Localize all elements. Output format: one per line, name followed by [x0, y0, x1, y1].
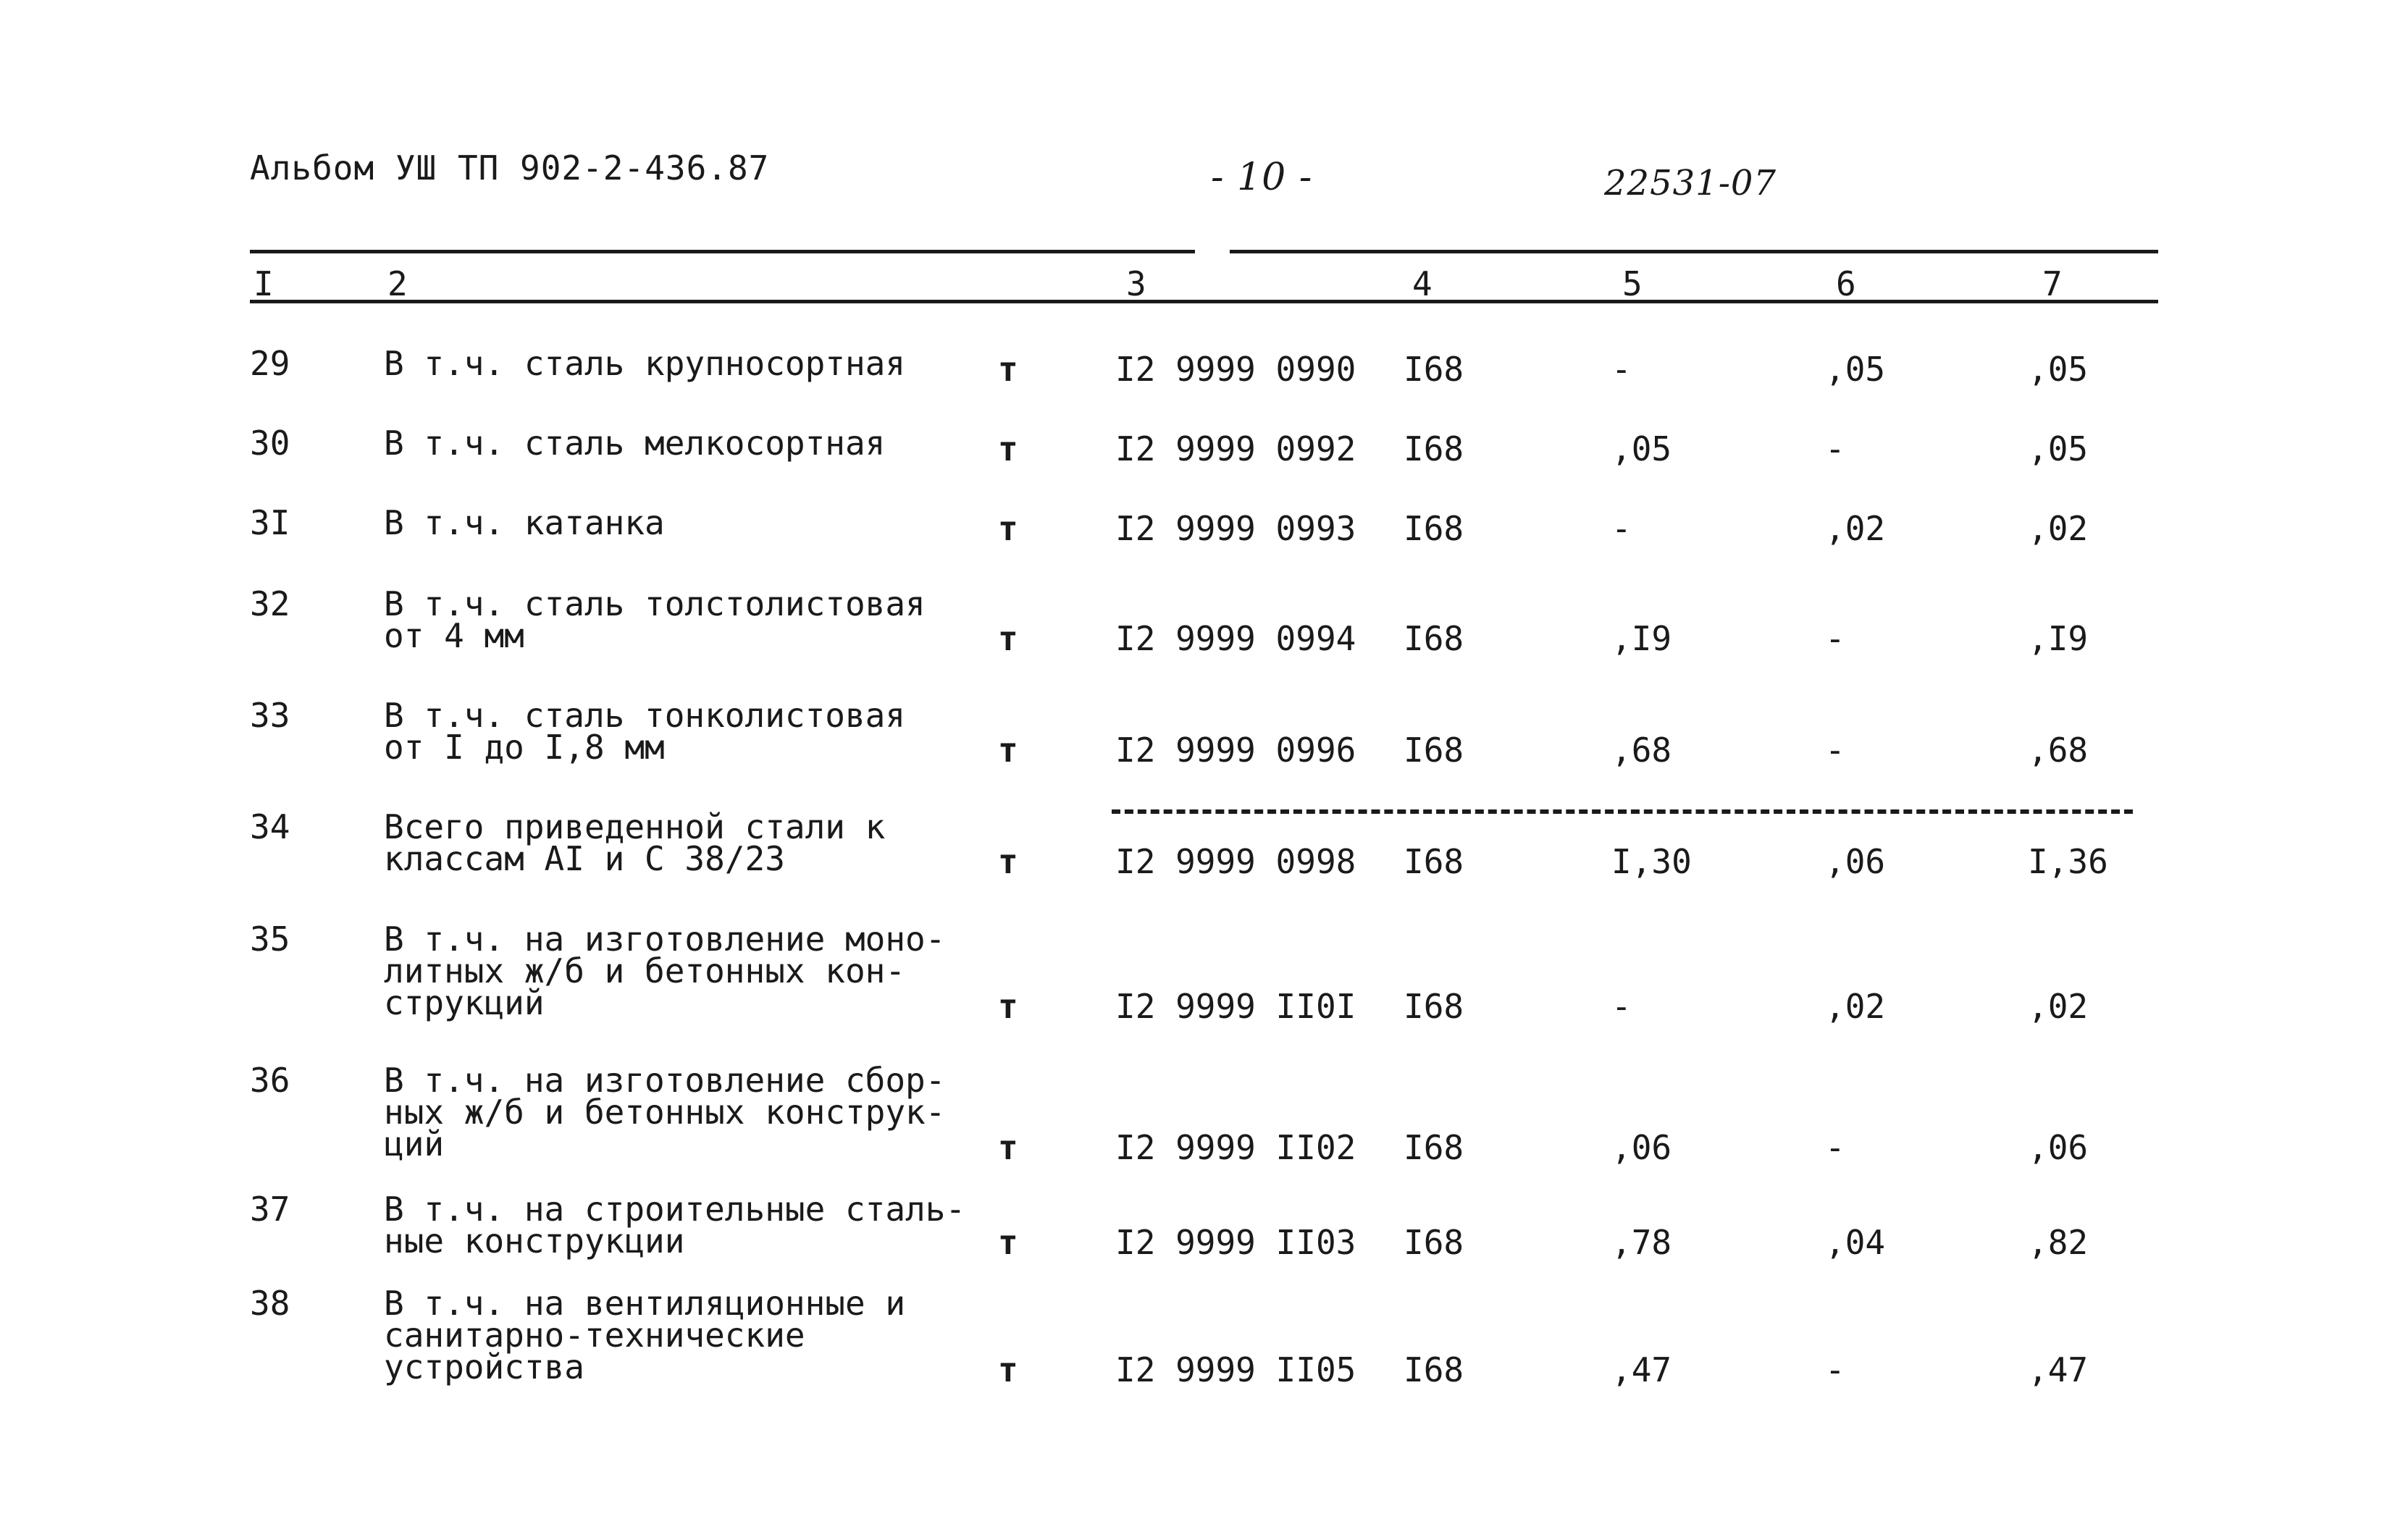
row-col4-value: I68 — [1404, 1128, 1464, 1167]
row-col6-value: - — [1825, 1128, 1845, 1167]
row-col6-value: ,05 — [1825, 350, 1886, 389]
row-number: 32 — [250, 584, 290, 623]
row-col7-value: ,47 — [2028, 1350, 2089, 1389]
row-description: В т.ч. на изготовление моно- литных ж/б и бетонных кон- струкций — [384, 920, 946, 1022]
column-header-7: 7 — [2042, 264, 2063, 303]
row-description: В т.ч. на строительные сталь- ные конструкции — [384, 1190, 966, 1261]
row-col7-value: ,05 — [2028, 429, 2089, 468]
row-code: I2 9999 II0I — [1115, 987, 1356, 1026]
row-code: I2 9999 II02 — [1115, 1128, 1356, 1167]
row-col7-value: ,I9 — [2028, 619, 2089, 658]
row-col5-value: I,30 — [1611, 842, 1692, 881]
column-header-3: 3 — [1126, 264, 1146, 303]
table-top-rule-left — [250, 250, 1195, 253]
document-code: 22531-07 — [1604, 163, 1777, 203]
column-header-4: 4 — [1412, 264, 1433, 303]
row-code: I2 9999 0990 — [1115, 350, 1356, 389]
row-number: 35 — [250, 920, 290, 959]
row-number: 37 — [250, 1190, 290, 1229]
row-description: В т.ч. сталь тонколистовая от I до I,8 мм — [384, 696, 906, 767]
row-col6-value: ,02 — [1825, 509, 1886, 548]
row-code: I2 9999 II05 — [1115, 1350, 1356, 1389]
row-unit: т — [998, 987, 1018, 1026]
row-col4-value: I68 — [1404, 842, 1464, 881]
table-top-rule-right — [1230, 250, 2158, 253]
row-unit: т — [998, 509, 1018, 548]
row-col6-value: ,04 — [1825, 1223, 1886, 1262]
row-unit: т — [998, 731, 1018, 770]
row-col5-value: ,I9 — [1611, 619, 1672, 658]
row-col7-value: ,05 — [2028, 350, 2089, 389]
row-number: 34 — [250, 807, 290, 846]
document-label: Альбом УШ ТП 902-2-436.87 — [250, 148, 770, 188]
row-col4-value: I68 — [1404, 509, 1464, 548]
table-header-bottom-rule — [250, 300, 2158, 303]
row-col5-value: - — [1611, 509, 1632, 548]
row-col6-value: ,06 — [1825, 842, 1886, 881]
row-col6-value: - — [1825, 731, 1845, 770]
row-col4-value: I68 — [1404, 987, 1464, 1026]
row-code: I2 9999 0998 — [1115, 842, 1356, 881]
row-code: I2 9999 II03 — [1115, 1223, 1356, 1262]
row-col7-value: ,02 — [2028, 987, 2089, 1026]
row-unit: т — [998, 842, 1018, 881]
row-description: В т.ч. сталь мелкосортная — [384, 424, 886, 463]
row-col5-value: ,47 — [1611, 1350, 1672, 1389]
row-col5-value: ,06 — [1611, 1128, 1672, 1167]
row-description: В т.ч. на вентиляционные и санитарно-технические устройства — [384, 1284, 906, 1387]
column-header-2: 2 — [387, 264, 408, 303]
row-code: I2 9999 0996 — [1115, 731, 1356, 770]
row-col5-value: - — [1611, 350, 1632, 389]
row-code: I2 9999 0992 — [1115, 429, 1356, 468]
row-col5-value: ,05 — [1611, 429, 1672, 468]
row-col7-value: ,02 — [2028, 509, 2089, 548]
row-code: I2 9999 0994 — [1115, 619, 1356, 658]
row-description: В т.ч. на изготовление сбор- ных ж/б и бетонных конструк- ций — [384, 1061, 946, 1164]
row-col4-value: I68 — [1404, 1223, 1464, 1262]
row-unit: т — [998, 350, 1018, 389]
row-code: I2 9999 0993 — [1115, 509, 1356, 548]
subtotal-dashed-divider — [1112, 809, 2133, 814]
row-col7-value: ,82 — [2028, 1223, 2089, 1262]
row-unit: т — [998, 1128, 1018, 1167]
row-unit: т — [998, 429, 1018, 468]
row-description: Всего приведенной стали к классам AI и С 38/23 — [384, 807, 886, 878]
row-col6-value: - — [1825, 1350, 1845, 1389]
column-header-1: I — [253, 264, 274, 303]
row-number: 38 — [250, 1284, 290, 1323]
row-col7-value: ,68 — [2028, 731, 2089, 770]
row-col7-value: ,06 — [2028, 1128, 2089, 1167]
column-header-5: 5 — [1622, 264, 1643, 303]
row-description: В т.ч. катанка — [384, 503, 665, 542]
row-col4-value: I68 — [1404, 731, 1464, 770]
row-col6-value: - — [1825, 429, 1845, 468]
row-number: 30 — [250, 424, 290, 463]
row-number: 33 — [250, 696, 290, 735]
row-col6-value: - — [1825, 619, 1845, 658]
row-col5-value: ,78 — [1611, 1223, 1672, 1262]
row-number: 3I — [250, 503, 290, 542]
column-header-6: 6 — [1836, 264, 1856, 303]
row-col4-value: I68 — [1404, 350, 1464, 389]
row-col7-value: I,36 — [2028, 842, 2108, 881]
row-col5-value: - — [1611, 987, 1632, 1026]
row-number: 36 — [250, 1061, 290, 1100]
row-unit: т — [998, 1223, 1018, 1262]
row-unit: т — [998, 619, 1018, 658]
page-number: - 10 - — [1211, 156, 1313, 199]
row-col5-value: ,68 — [1611, 731, 1672, 770]
row-description: В т.ч. сталь крупносортная — [384, 344, 906, 383]
row-col4-value: I68 — [1404, 619, 1464, 658]
row-col6-value: ,02 — [1825, 987, 1886, 1026]
row-col4-value: I68 — [1404, 1350, 1464, 1389]
row-unit: т — [998, 1350, 1018, 1389]
row-description: В т.ч. сталь толстолистовая от 4 мм — [384, 584, 926, 655]
row-number: 29 — [250, 344, 290, 383]
row-col4-value: I68 — [1404, 429, 1464, 468]
